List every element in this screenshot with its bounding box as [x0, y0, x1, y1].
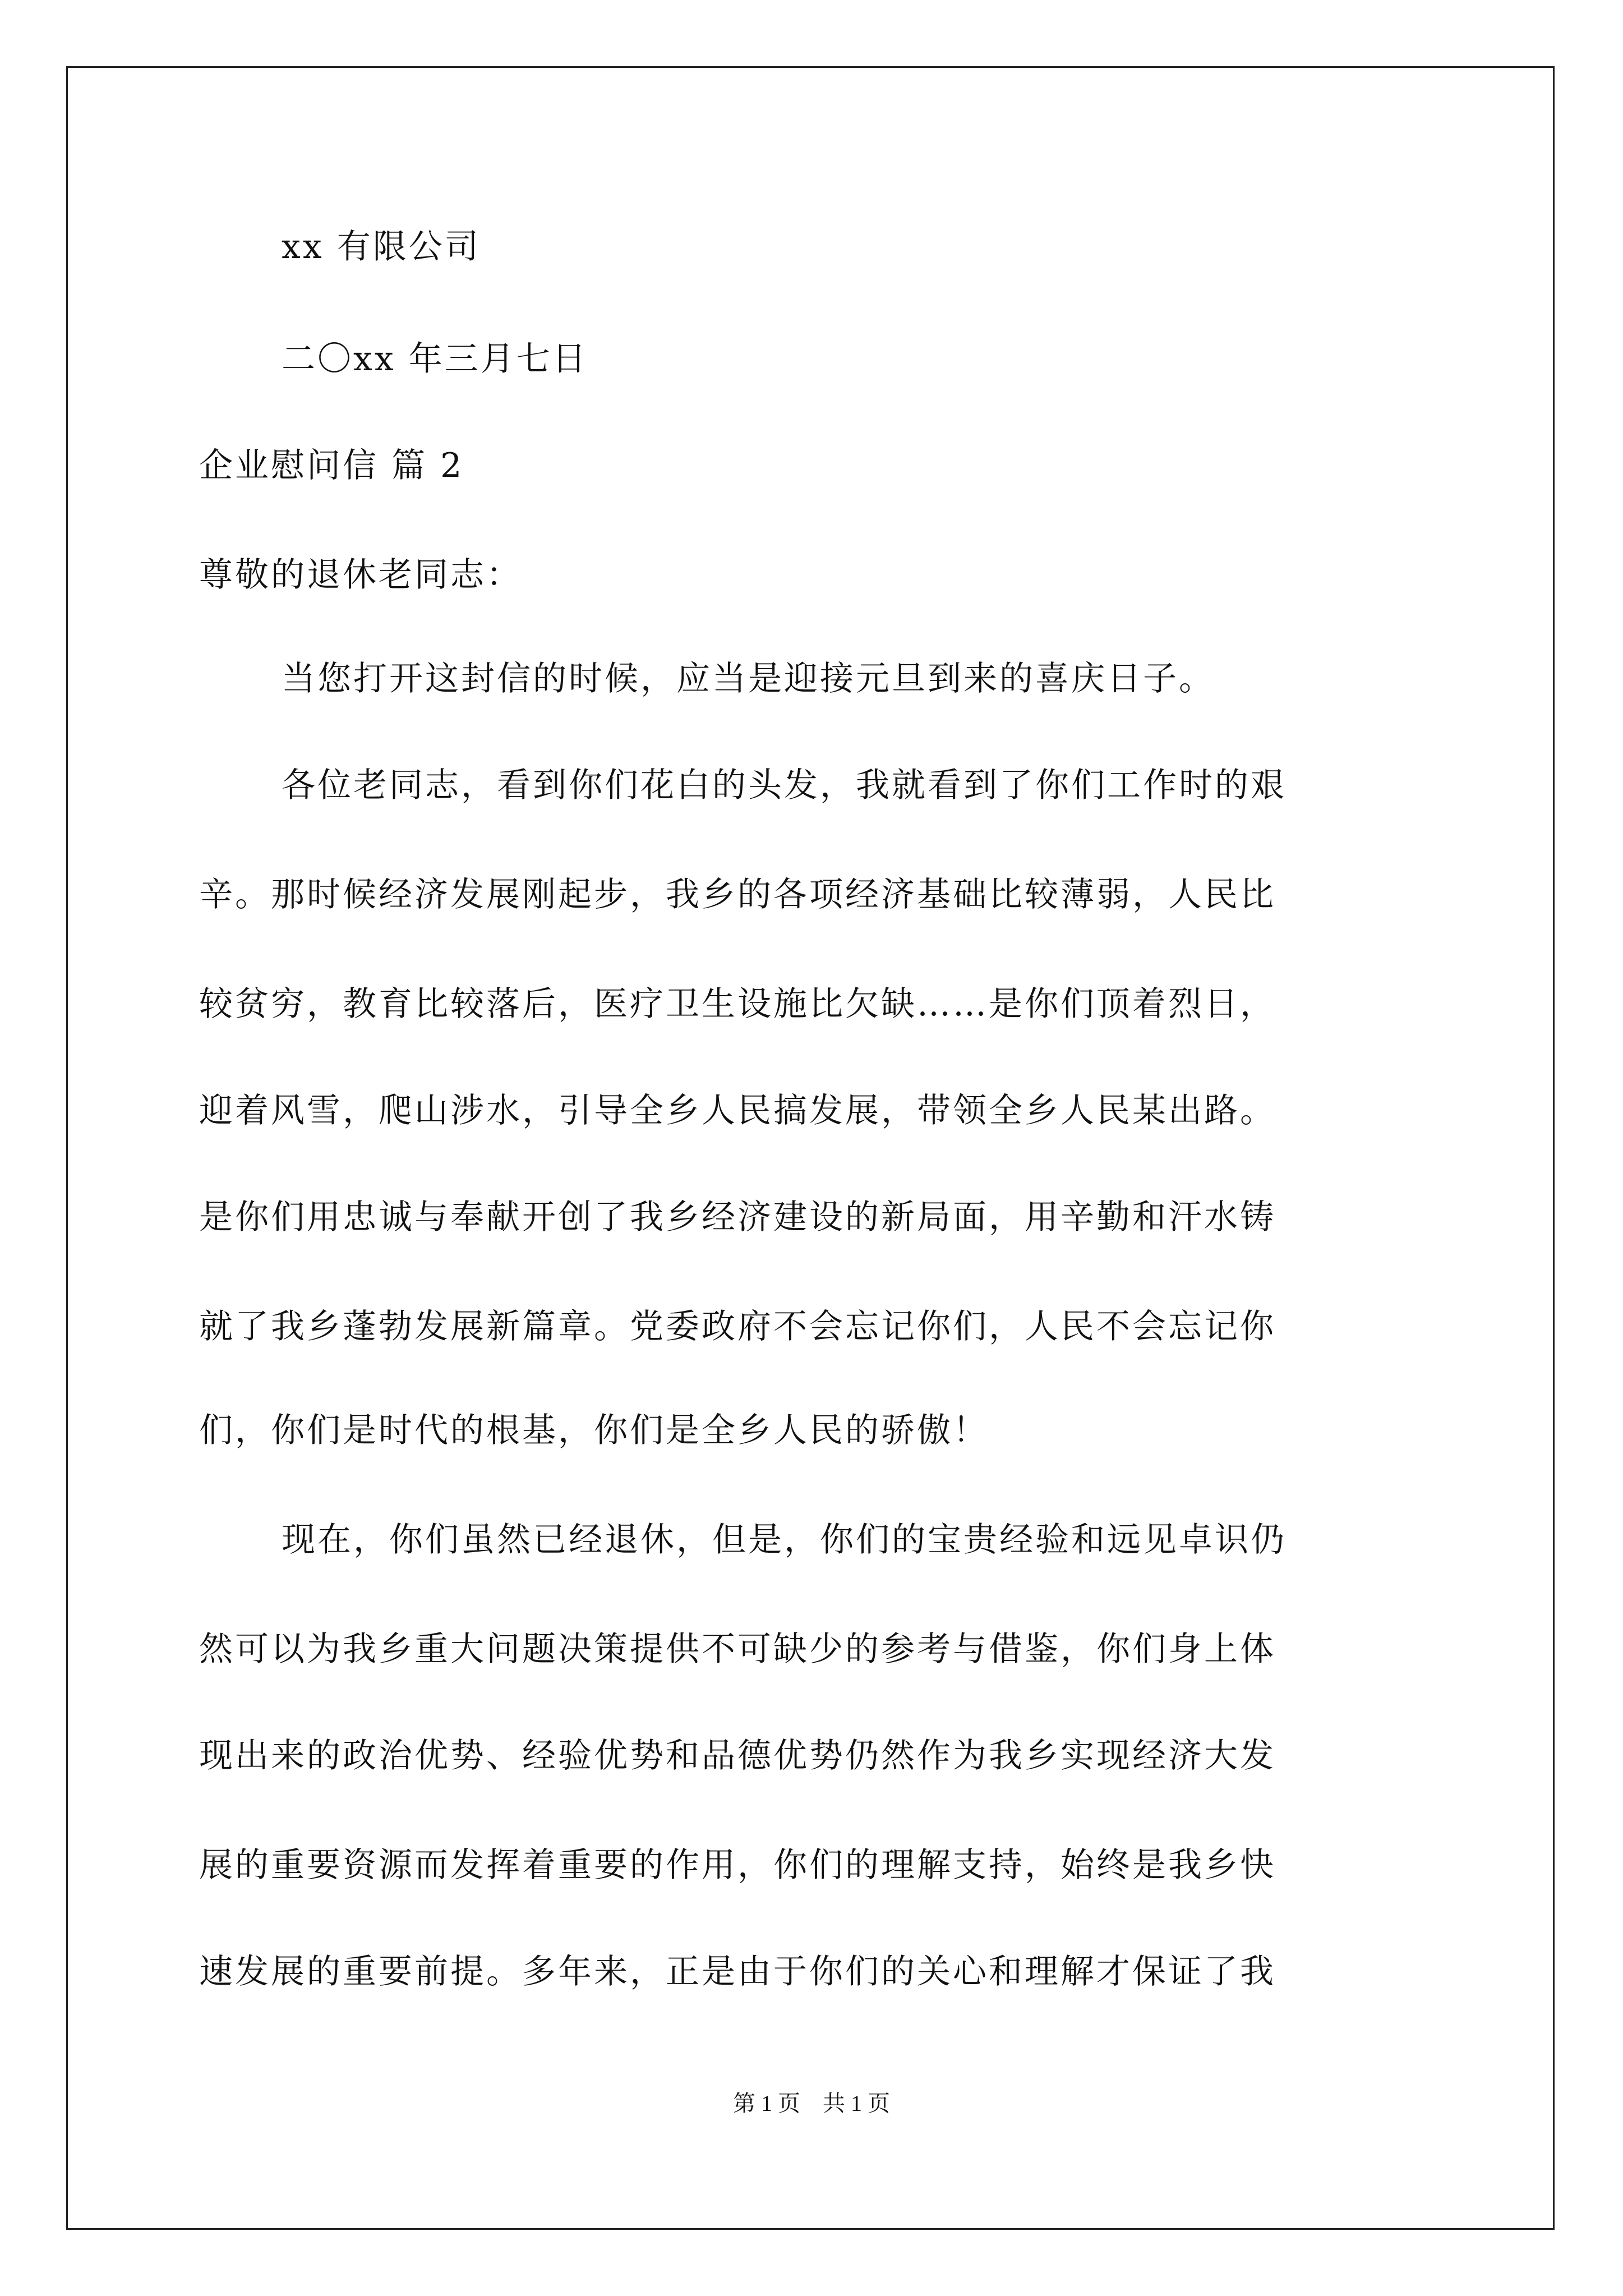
- paragraph-line: 们，你们是时代的根基，你们是全乡人民的骄傲！: [199, 1411, 989, 1450]
- section-heading: 企业慰问信 篇 2: [199, 446, 464, 485]
- salutation: 尊敬的退休老同志：: [199, 555, 522, 595]
- signature-date: 二〇xx 年三月七日: [282, 339, 588, 379]
- paragraph-line: 迎着风雪，爬山涉水，引导全乡人民搞发展，带领全乡人民某出路。: [199, 1091, 1276, 1130]
- paragraph-line: 辛。那时候经济发展刚起步，我乡的各项经济基础比较薄弱，人民比: [199, 875, 1276, 914]
- paragraph-line: 较贫穷，教育比较落后，医疗卫生设施比欠缺……是你们顶着烈日，: [199, 984, 1276, 1024]
- paragraph-line: 展的重要资源而发挥着重要的作用，你们的理解支持，始终是我乡快: [199, 1846, 1276, 1885]
- page-border: [66, 66, 1555, 2230]
- paragraph-line: 就了我乡蓬勃发展新篇章。党委政府不会忘记你们，人民不会忘记你: [199, 1307, 1276, 1346]
- paragraph-line: 现出来的政治优势、经验优势和品德优势仍然作为我乡实现经济大发: [199, 1736, 1276, 1775]
- paragraph-line: 是你们用忠诚与奉献开创了我乡经济建设的新局面，用辛勤和汗水铸: [199, 1198, 1276, 1237]
- paragraph-line: 当您打开这封信的时候，应当是迎接元旦到来的喜庆日子。: [282, 659, 1215, 698]
- paragraph-line: 现在，你们虽然已经退休，但是，你们的宝贵经验和远见卓识仍: [282, 1520, 1287, 1559]
- page-footer: 第 1 页 共 1 页: [733, 2091, 890, 2116]
- paragraph-line: 各位老同志，看到你们花白的头发，我就看到了你们工作时的艰: [282, 766, 1287, 805]
- signature-company: xx 有限公司: [282, 227, 481, 266]
- paragraph-line: 速发展的重要前提。多年来，正是由于你们的关心和理解才保证了我: [199, 1952, 1276, 1991]
- paragraph-line: 然可以为我乡重大问题决策提供不可缺少的参考与借鉴，你们身上体: [199, 1630, 1276, 1669]
